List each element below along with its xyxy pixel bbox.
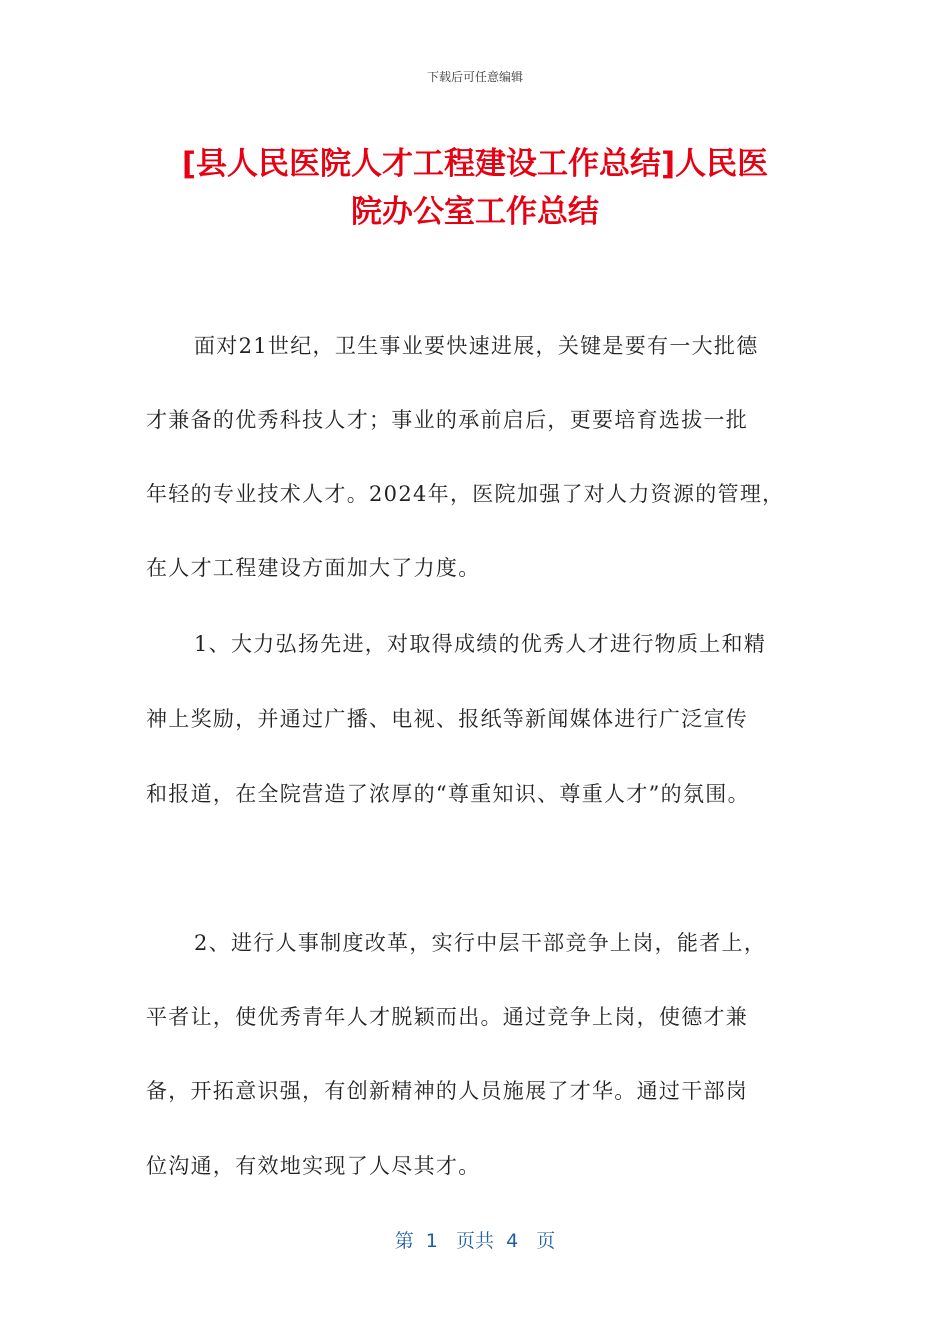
paragraph-2-line-3: 和报道，在全院营造了浓厚的“尊重知识、尊重人才”的氛围。 xyxy=(146,782,750,806)
title-line-1: [县人民医院人才工程建设工作总结]人民医 xyxy=(181,146,769,182)
paragraph-1-line-2: 才兼备的优秀科技人才；事业的承前启后，更要培育选拔一批 xyxy=(146,408,749,432)
page-number-footer: 第 1 页共 4 页 xyxy=(394,1230,556,1252)
paragraph-3-line-1: 2、进行人事制度改革，实行中层干部竞争上岗，能者上， xyxy=(194,931,767,955)
paragraph-1-line-4: 在人才工程建设方面加大了力度。 xyxy=(146,556,481,580)
header-note: 下载后可任意编辑 xyxy=(426,70,523,84)
paragraph-3-line-3: 备，开拓意识强，有创新精神的人员施展了才华。通过干部岗 xyxy=(146,1079,749,1103)
paragraph-1-line-1: 面对21世纪，卫生事业要快速进展，关键是要有一大批德 xyxy=(194,334,759,358)
paragraph-2-line-2: 神上奖励，并通过广播、电视、报纸等新闻媒体进行广泛宣传 xyxy=(146,707,749,731)
title-line-2: 院办公室工作总结 xyxy=(351,194,599,230)
paragraph-3-line-4: 位沟通，有效地实现了人尽其才。 xyxy=(146,1154,481,1178)
paragraph-3-line-2: 平者让，使优秀青年人才脱颖而出。通过竞争上岗，使德才兼 xyxy=(146,1005,749,1029)
paragraph-1-line-3: 年轻的专业技术人才。2024年，医院加强了对人力资源的管理， xyxy=(146,482,785,506)
document-title xyxy=(130,140,820,236)
paragraph-2-line-1: 1、大力弘扬先进，对取得成绩的优秀人才进行物质上和精 xyxy=(194,632,767,656)
